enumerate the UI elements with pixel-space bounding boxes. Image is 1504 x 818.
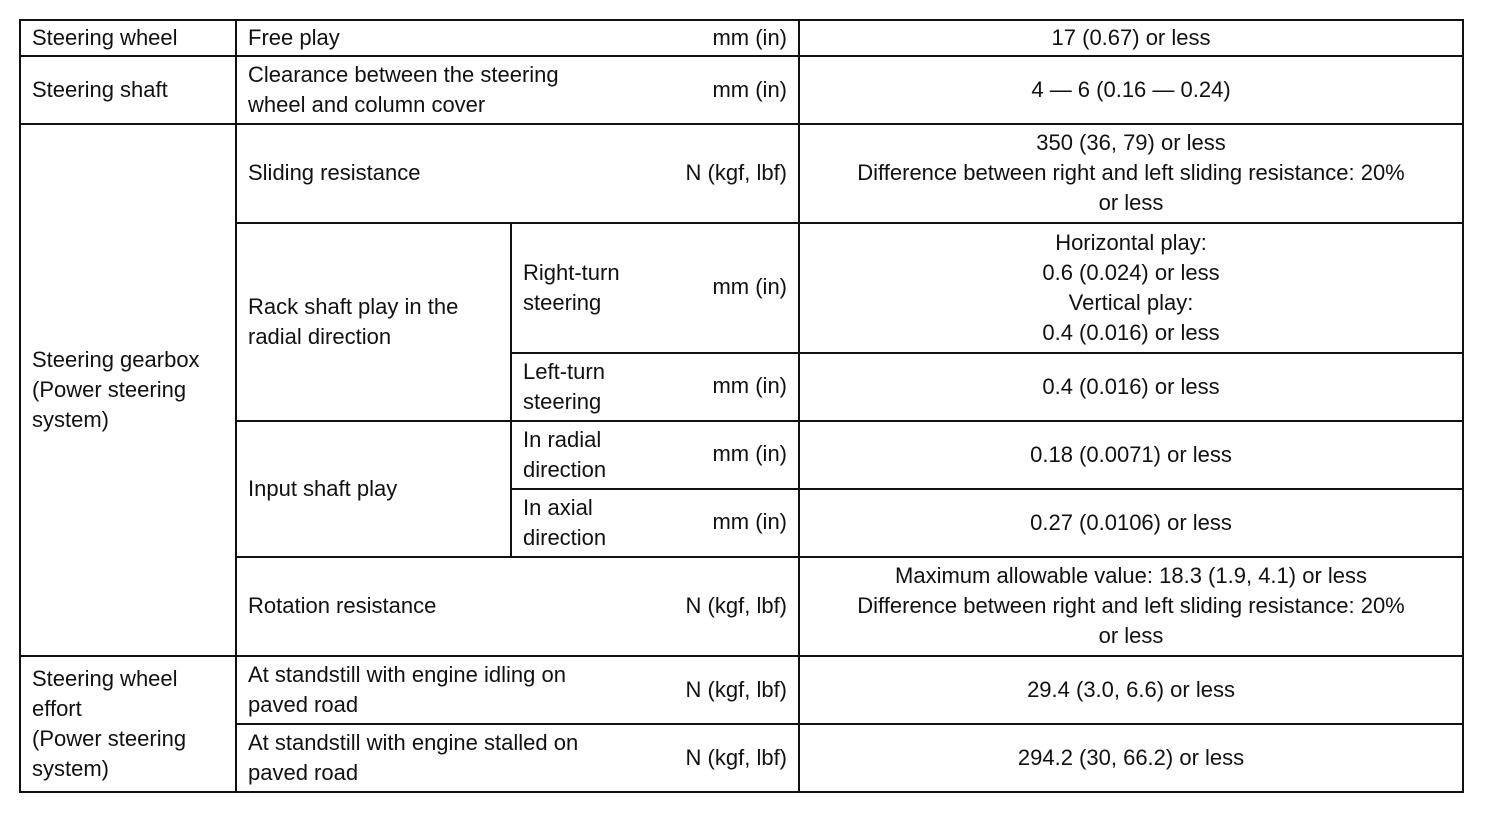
group-label: Steering shaft bbox=[32, 77, 168, 103]
subitem-line: steering bbox=[523, 289, 602, 315]
unit-label: mm (in) bbox=[712, 441, 788, 467]
group-cell bbox=[20, 656, 236, 792]
item-label: Input shaft play bbox=[248, 476, 398, 502]
unit-label: mm (in) bbox=[712, 372, 788, 398]
table-row bbox=[20, 56, 1463, 124]
subitem-line: direction bbox=[523, 525, 607, 551]
value-text: 0.27 (0.0106) or less bbox=[1030, 510, 1232, 536]
table-row bbox=[20, 724, 1463, 792]
value-text: 4 — 6 (0.16 — 0.24) bbox=[1031, 77, 1231, 103]
unit-label: mm (in) bbox=[712, 273, 788, 299]
group-line: effort bbox=[32, 695, 82, 721]
group-line: (Power steering bbox=[32, 376, 187, 402]
item-line: At standstill with engine idling on bbox=[248, 661, 566, 687]
item-label: Sliding resistance bbox=[248, 160, 421, 186]
item-cell bbox=[236, 656, 799, 724]
unit-label: N (kgf, lbf) bbox=[685, 160, 788, 186]
item-label bbox=[248, 728, 578, 788]
subitem-line: In radial bbox=[523, 427, 602, 453]
unit-label: mm (in) bbox=[712, 25, 788, 51]
value-text: 29.4 (3.0, 6.6) or less bbox=[1027, 676, 1235, 702]
value-cell bbox=[799, 489, 1463, 557]
value-line: Horizontal play: bbox=[1055, 229, 1207, 255]
value-line: Difference between right and left sliding resistance: 20% bbox=[857, 593, 1405, 619]
subitem-cell bbox=[511, 223, 799, 353]
unit-label: N (kgf, lbf) bbox=[685, 744, 788, 770]
value-cell bbox=[799, 557, 1463, 655]
value-line: Vertical play: bbox=[1068, 289, 1194, 315]
subitem-cell bbox=[511, 421, 799, 489]
value-line: 0.4 (0.016) or less bbox=[1042, 319, 1220, 345]
value-text: 0.18 (0.0071) or less bbox=[1030, 442, 1232, 468]
table-row bbox=[20, 421, 1463, 489]
item-line: paved road bbox=[248, 759, 359, 785]
subitem-line: steering bbox=[523, 388, 602, 414]
value-cell bbox=[799, 124, 1463, 222]
group-line: Steering gearbox bbox=[32, 346, 200, 372]
item-label bbox=[248, 60, 559, 120]
item-line: Rack shaft play in the bbox=[248, 293, 459, 319]
subitem-line: Right-turn bbox=[523, 259, 620, 285]
item-label: Rotation resistance bbox=[248, 593, 437, 619]
group-label: Steering wheel bbox=[32, 25, 178, 51]
table-row bbox=[20, 20, 1463, 56]
group-line: (Power steering bbox=[32, 725, 187, 751]
subitem-line: In axial bbox=[523, 495, 593, 521]
value-cell bbox=[799, 223, 1463, 353]
value-line: or less bbox=[1098, 190, 1164, 216]
group-line: system) bbox=[32, 406, 109, 432]
subitem-label bbox=[523, 258, 620, 318]
value-cell bbox=[799, 656, 1463, 724]
item-cell bbox=[236, 557, 799, 655]
value-text: 294.2 (30, 66.2) or less bbox=[1017, 744, 1245, 770]
group-line: system) bbox=[32, 755, 109, 781]
unit-label: mm (in) bbox=[712, 77, 788, 103]
item-line: Clearance between the steering bbox=[248, 62, 559, 88]
value-cell bbox=[799, 421, 1463, 489]
item-cell bbox=[236, 56, 799, 124]
value-text: 0.4 (0.016) or less bbox=[1042, 373, 1220, 399]
item-line: radial direction bbox=[248, 323, 392, 349]
item-line: At standstill with engine stalled on bbox=[248, 729, 579, 755]
item-line: wheel and column cover bbox=[248, 92, 486, 118]
unit-label: N (kgf, lbf) bbox=[685, 676, 788, 702]
item-cell bbox=[236, 724, 799, 792]
subitem-label bbox=[523, 425, 606, 485]
table-row bbox=[20, 124, 1463, 222]
value-line: Maximum allowable value: 18.3 (1.9, 4.1) or less bbox=[895, 563, 1368, 589]
value-cell bbox=[799, 353, 1463, 421]
subitem-line: Left-turn bbox=[523, 358, 605, 384]
value-cell bbox=[799, 724, 1463, 792]
item-cell bbox=[236, 124, 799, 222]
value-cell bbox=[799, 20, 1463, 56]
item-cell bbox=[236, 223, 511, 422]
steering-spec-table bbox=[19, 19, 1464, 793]
unit-label: mm (in) bbox=[712, 509, 788, 535]
group-line: Steering wheel bbox=[32, 665, 178, 691]
group-cell bbox=[20, 124, 236, 655]
subitem-line: direction bbox=[523, 457, 607, 483]
subitem-label bbox=[523, 493, 606, 553]
item-cell bbox=[236, 20, 799, 56]
item-label: Free play bbox=[248, 25, 340, 51]
subitem-cell bbox=[511, 353, 799, 421]
value-text: 17 (0.67) or less bbox=[1051, 25, 1211, 51]
item-label bbox=[248, 660, 566, 720]
value-line: 0.6 (0.024) or less bbox=[1042, 259, 1220, 285]
subitem-cell bbox=[511, 489, 799, 557]
table-row bbox=[20, 656, 1463, 724]
item-line: paved road bbox=[248, 691, 359, 717]
table-row bbox=[20, 557, 1463, 655]
unit-label: N (kgf, lbf) bbox=[685, 593, 788, 619]
subitem-label bbox=[523, 357, 605, 417]
item-cell bbox=[236, 421, 511, 557]
table-row bbox=[20, 223, 1463, 353]
group-cell bbox=[20, 56, 236, 124]
value-cell bbox=[799, 56, 1463, 124]
value-line: or less bbox=[1098, 623, 1164, 649]
group-cell bbox=[20, 20, 236, 56]
value-line: 350 (36, 79) or less bbox=[1036, 130, 1226, 156]
value-line: Difference between right and left sliding resistance: 20% bbox=[857, 160, 1405, 186]
